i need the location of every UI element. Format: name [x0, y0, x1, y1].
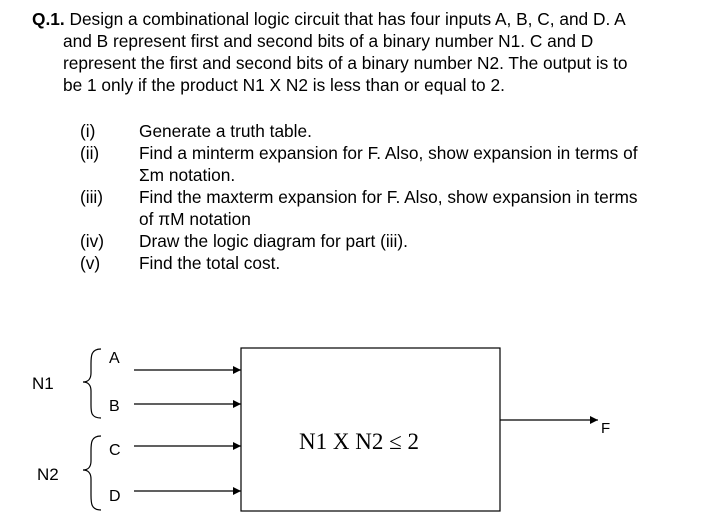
sub-question-text [139, 142, 720, 186]
n1-label: N1 [32, 374, 54, 393]
question-block [32, 8, 717, 96]
sub-question-text [139, 186, 720, 230]
sub-question-text: Find the total cost. [139, 253, 281, 273]
question-line-4: be 1 only if the product N1 X N2 is less than or equal to 2. [63, 75, 505, 95]
input-b-label: B [109, 398, 120, 415]
sub-question-text: Generate a truth table. [139, 121, 312, 141]
sub-question-number: (v) [80, 253, 101, 273]
sub-question-iii [80, 186, 720, 230]
output-f-label: F [601, 420, 611, 437]
sub-question-number: (iv) [80, 231, 104, 251]
sub-question-text: Draw the logic diagram for part (iii). [139, 231, 408, 251]
sub-question-ii [80, 142, 720, 186]
sub-question-text-line: Find a minterm expansion for F. Also, show expansion in terms of [139, 143, 638, 163]
logic-block-label: N1 X N2 ≤ 2 [299, 429, 419, 454]
sub-question-number: (ii) [80, 143, 100, 163]
sub-question-v [80, 252, 720, 274]
sub-question-text-line: Σm notation. [139, 165, 236, 185]
question-text-1: Design a combinational logic circuit that has four inputs A, B, C, and D. A [64, 9, 626, 29]
sub-question-number: (i) [80, 121, 96, 141]
n1-brace [83, 349, 101, 418]
input-a-label: A [109, 350, 120, 367]
n2-label: N2 [37, 465, 59, 484]
question-line-3: represent the first and second bits of a binary number N2. The output is to [63, 53, 628, 73]
sub-question-text-line: of πM notation [139, 209, 251, 229]
input-d-label: D [109, 488, 121, 505]
n2-brace [83, 436, 101, 510]
question-line-1 [32, 8, 717, 30]
sub-question-iv [80, 230, 720, 252]
sub-question-list [80, 120, 720, 274]
sub-question-text-line: Find the maxterm expansion for F. Also, show expansion in terms [139, 187, 638, 207]
sub-question-i [80, 120, 720, 142]
question-line-2: and B represent first and second bits of a binary number N1. C and D [63, 31, 594, 51]
block-diagram [0, 330, 723, 523]
sub-question-number: (iii) [80, 187, 104, 207]
input-c-label: C [109, 442, 121, 459]
question-number: Q.1. [32, 9, 65, 29]
